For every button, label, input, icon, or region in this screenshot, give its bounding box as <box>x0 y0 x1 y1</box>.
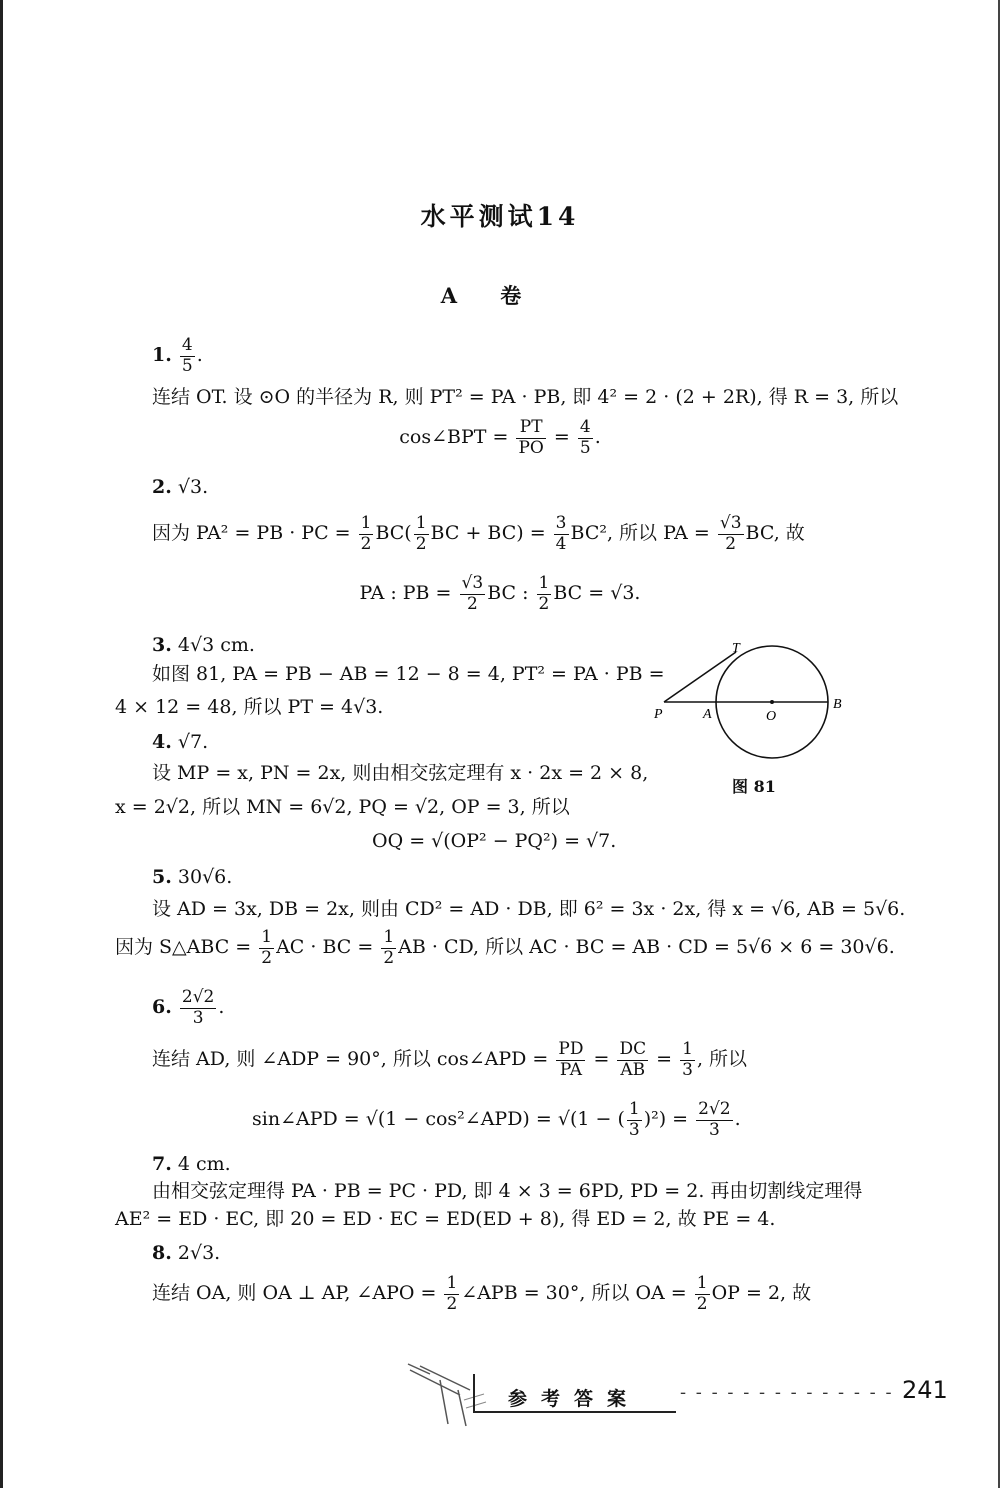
q5-answer: 5. 30√6. <box>152 866 233 888</box>
footer-label: 参考答案 <box>508 1388 641 1410</box>
label-p: P <box>654 707 663 722</box>
q1-answer: 1. $\frac{4}{5}$ . <box>152 335 203 376</box>
q6-equation: sin∠APD = √(1 − cos²∠APD) = √(1 − ( $\frac{1}{3}$ )²) = $\frac{2√2}{3}$ . <box>252 1099 741 1140</box>
q1-number: 1. <box>152 344 172 367</box>
label-o: O <box>766 709 777 724</box>
q6-solution-line: 连结 AD, 则 ∠ADP = 90°, 所以 cos∠APD = $\frac{PD}{PA}$ = $\frac{DC}{AB}$ = $\frac{1}{3}$ , 所以 <box>152 1039 748 1080</box>
q1-equation: cos∠BPT = $\frac{PT}{PO}$ = $\frac{4}{5}$ . <box>399 417 601 458</box>
section-heading: A 卷 <box>440 283 540 308</box>
q6-answer: 6. $\frac{2√2}{3}$ . <box>152 987 225 1028</box>
label-t: T <box>732 641 740 656</box>
q1-answer-fraction: $\frac{4}{5}$ <box>181 335 193 376</box>
q2-solution-line: 因为 PA² = PB · PC = $\frac{1}{2}$ BC( $\frac{1}{2}$ BC + BC) = $\frac{3}{4}$ BC², 所以 PA = $\frac{√3}{2}$ BC, 故 <box>152 513 805 554</box>
q7-answer: 7. 4 cm. <box>152 1153 231 1175</box>
figure-caption: 图 81 <box>732 777 776 796</box>
q7-solution-line-2: AE² = ED · EC, 即 20 = ED · EC = ED(ED + 8), 得 ED = 2, 故 PE = 4. <box>115 1208 776 1230</box>
page-number: 241 <box>902 1376 948 1404</box>
q4-equation: OQ = √(OP² − PQ²) = √7. <box>372 830 617 852</box>
footer-dashes: - - - - - - - - - - - - - - <box>680 1382 894 1403</box>
tangent-line <box>664 652 736 702</box>
q4-answer: 4. √7. <box>152 731 209 753</box>
q2-answer: 2. √3. <box>152 476 209 498</box>
q3-solution-line-1: 如图 81, PA = PB − AB = 12 − 8 = 4, PT² = PA · PB = <box>152 663 665 685</box>
q5-solution-line-2: 因为 S△ABC = $\frac{1}{2}$ AC · BC = $\frac{1}{2}$ AB · CD, 所以 AC · BC = AB · CD = 5√6 × 6 = 30√6. <box>115 927 895 968</box>
label-b: B <box>833 697 842 712</box>
q2-equation: PA : PB = $\frac{√3}{2}$ BC : $\frac{1}{2}$ BC = √3. <box>359 573 641 614</box>
q3-answer: 3. 4√3 cm. <box>152 634 255 656</box>
label-a: A <box>703 707 712 722</box>
q3-solution-line-2: 4 × 12 = 48, 所以 PT = 4√3. <box>115 696 384 718</box>
q4-solution-line-2: x = 2√2, 所以 MN = 6√2, PQ = √2, OP = 3, 所以 <box>115 796 570 818</box>
q1-solution-line: 连结 OT. 设 ⊙O 的半径为 R, 则 PT² = PA · PB, 即 4² = 2 · (2 + 2R), 得 R = 3, 所以 <box>152 386 899 408</box>
q4-solution-line-1: 设 MP = x, PN = 2x, 则由相交弦定理有 x · 2x = 2 × 8, <box>152 762 649 784</box>
q8-solution-line: 连结 OA, 则 OA ⊥ AP, ∠APO = $\frac{1}{2}$ ∠APB = 30°, 所以 OA = $\frac{1}{2}$ OP = 2, 故 <box>152 1273 812 1314</box>
q5-solution-line-1: 设 AD = 3x, DB = 2x, 则由 CD² = AD · DB, 即 6² = 3x · 2x, 得 x = √6, AB = 5√6. <box>152 898 906 920</box>
q7-solution-line-1: 由相交弦定理得 PA · PB = PC · PD, 即 4 × 3 = 6PD, PD = 2. 再由切割线定理得 <box>152 1180 863 1202</box>
q8-answer: 8. 2√3. <box>152 1242 221 1264</box>
center-point <box>770 700 774 704</box>
page-title: 水平测试14 <box>420 202 580 231</box>
